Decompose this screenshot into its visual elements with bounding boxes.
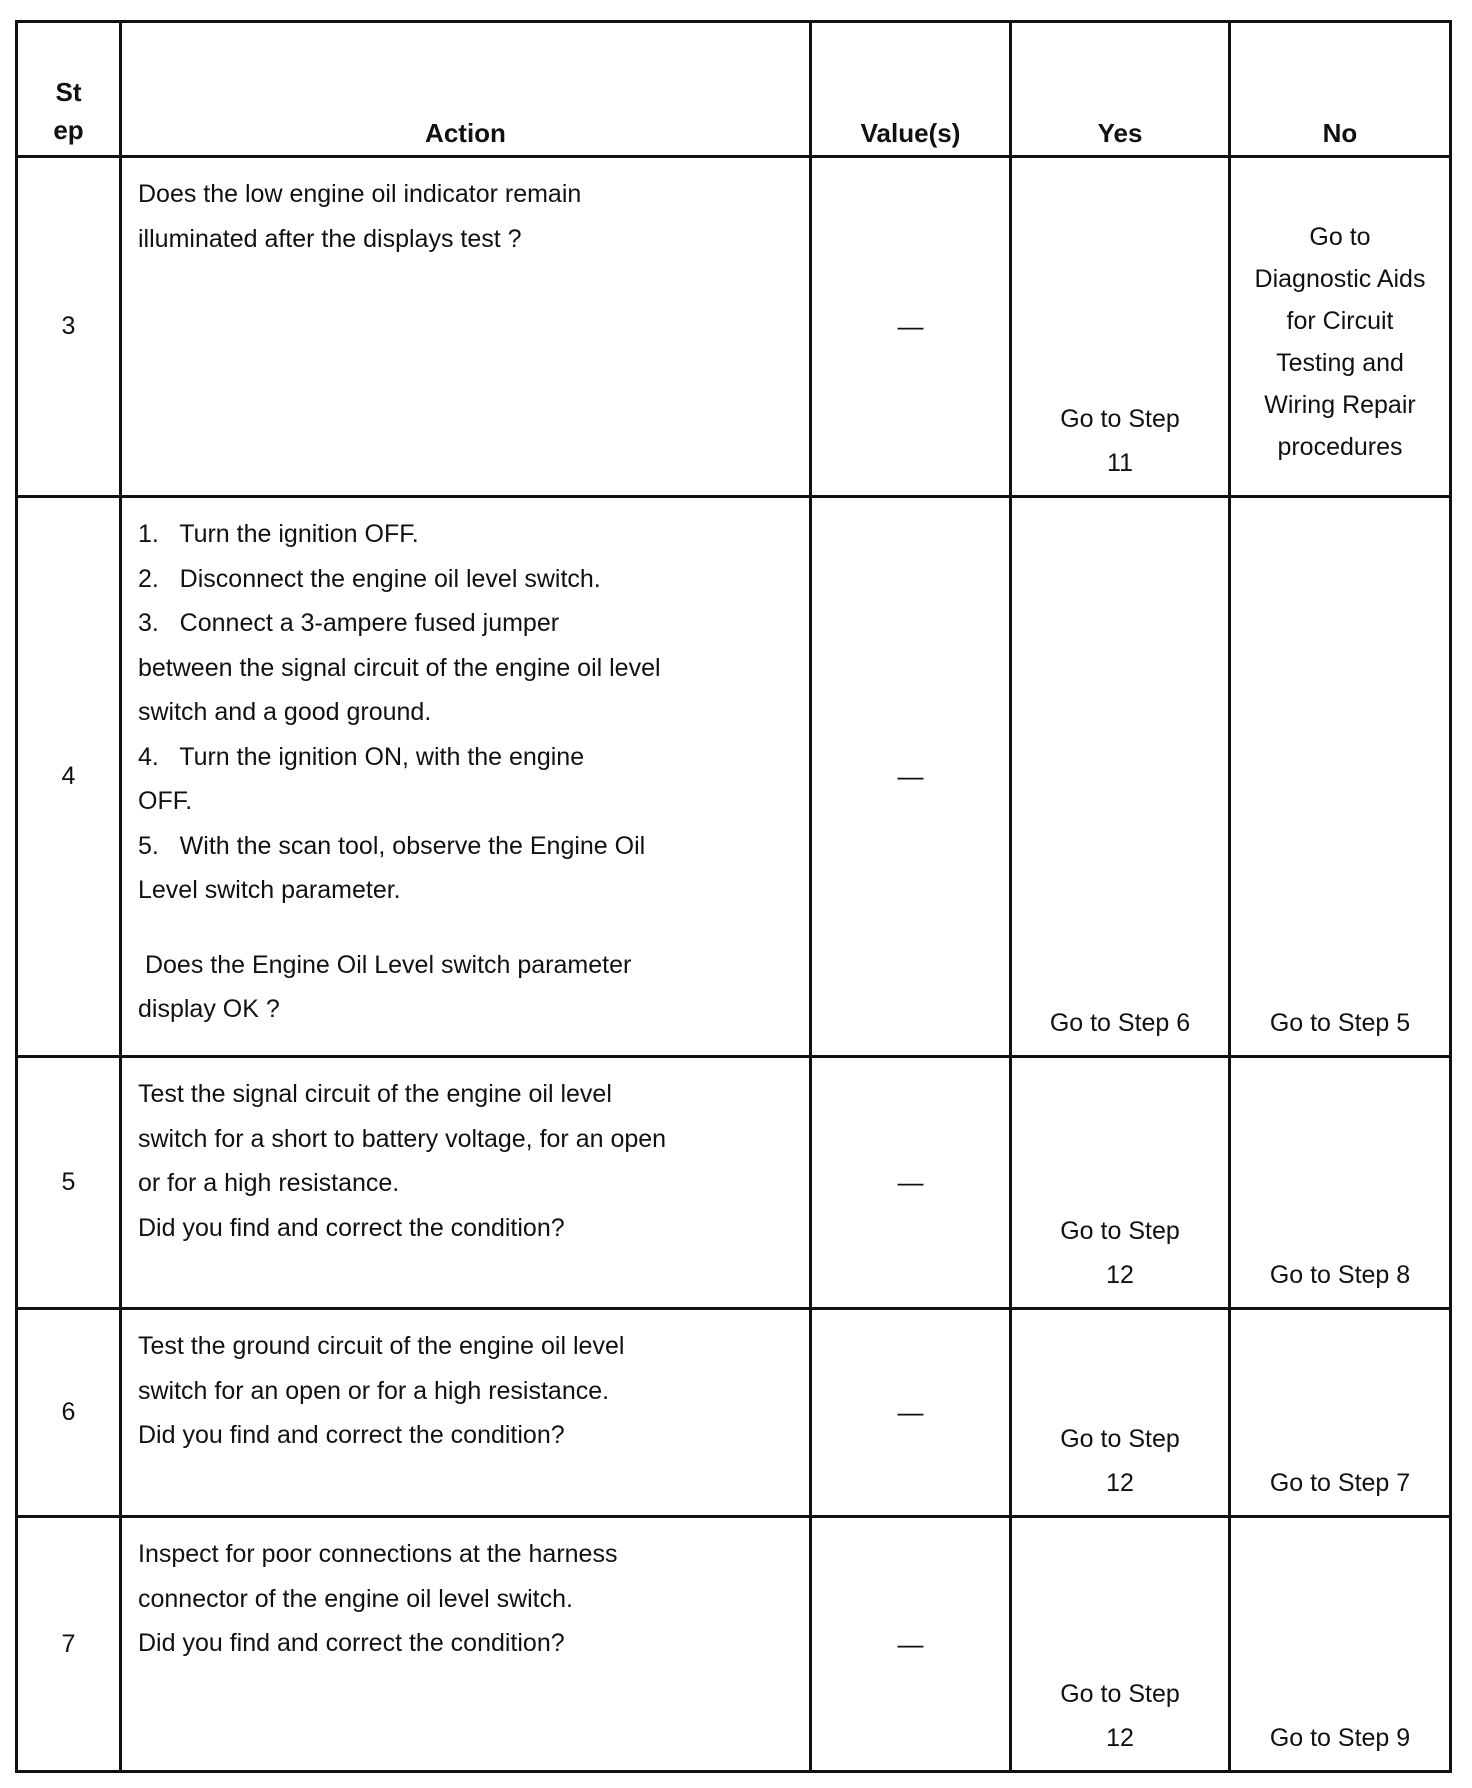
action-cell [121, 157, 811, 497]
yes-cell [1011, 157, 1230, 497]
yes-line: Go to Step [1060, 405, 1180, 433]
action-line: display OK ? [138, 995, 280, 1023]
diagnostic-table [15, 20, 1452, 1773]
action-line: 5. With the scan tool, observe the Engine Oil [138, 831, 646, 860]
no-cell [1230, 497, 1451, 1057]
yes-line: Go to Step 6 [1049, 1009, 1191, 1037]
no-line: Go to Step 7 [1269, 1469, 1411, 1497]
yes-line: Go to Step [1060, 1680, 1180, 1708]
action-line: between the signal circuit of the engine oil level [138, 653, 661, 682]
yes-line: 12 [1106, 1469, 1134, 1497]
action-cell [121, 1057, 811, 1309]
table-row [17, 157, 1451, 497]
no-line: procedures [1277, 432, 1403, 461]
action-line: Does the low engine oil indicator remain [138, 180, 582, 208]
action-line: Did you find and correct the condition? [138, 1629, 565, 1657]
no-line: for Circuit [1286, 306, 1394, 335]
table-row [17, 1057, 1451, 1309]
no-cell [1230, 1309, 1451, 1517]
yes-line: 12 [1106, 1724, 1134, 1752]
value-cell: — [811, 157, 1011, 497]
header-no: No [1230, 22, 1451, 157]
action-line [138, 913, 791, 943]
no-line: Go to Step 9 [1269, 1724, 1411, 1752]
action-line: Does the Engine Oil Level switch parameter [138, 950, 632, 979]
action-line: switch and a good ground. [138, 698, 432, 726]
yes-cell [1011, 1517, 1230, 1772]
yes-line: 12 [1106, 1261, 1134, 1289]
action-line: switch for an open or for a high resistance. [138, 1376, 610, 1405]
action-line: 1. Turn the ignition OFF. [138, 520, 419, 548]
no-cell [1230, 157, 1451, 497]
value-cell: — [811, 1057, 1011, 1309]
no-line: Testing and [1276, 348, 1404, 377]
action-line: 4. Turn the ignition ON, with the engine [138, 742, 585, 771]
action-line: Test the signal circuit of the engine oil level [138, 1080, 612, 1108]
no-line: Wiring Repair [1264, 390, 1416, 419]
header-values: Value(s) [811, 22, 1011, 157]
value-cell: — [811, 1517, 1011, 1772]
action-line: Did you find and correct the condition? [138, 1421, 565, 1449]
action-line: 3. Connect a 3-ampere fused jumper [138, 609, 560, 637]
table-row [17, 1517, 1451, 1772]
step-number: 5 [17, 1057, 121, 1309]
action-line: Test the ground circuit of the engine oil level [138, 1332, 625, 1360]
header-row [17, 22, 1451, 157]
action-line: Inspect for poor connections at the harness [138, 1540, 618, 1568]
header-step: St ep [17, 22, 121, 157]
no-line: Go to [1309, 222, 1371, 251]
action-line: 2. Disconnect the engine oil level switch. [138, 564, 601, 593]
yes-cell [1011, 1057, 1230, 1309]
no-cell [1230, 1057, 1451, 1309]
action-cell [121, 1309, 811, 1517]
action-line: Level switch parameter. [138, 876, 401, 904]
no-line: Go to Step 5 [1269, 1009, 1411, 1037]
action-line: switch for a short to battery voltage, for an open [138, 1124, 667, 1153]
action-line: or for a high resistance. [138, 1169, 400, 1197]
table-row [17, 497, 1451, 1057]
no-line: Go to Step 8 [1269, 1261, 1411, 1289]
no-line: Diagnostic Aids [1254, 264, 1426, 293]
header-action: Action [121, 22, 811, 157]
action-cell [121, 1517, 811, 1772]
value-cell: — [811, 497, 1011, 1057]
step-number: 6 [17, 1309, 121, 1517]
yes-line: 11 [1107, 449, 1133, 477]
action-line: illuminated after the displays test ? [138, 224, 522, 253]
yes-line: Go to Step [1060, 1425, 1180, 1453]
no-cell [1230, 1517, 1451, 1772]
value-cell: — [811, 1309, 1011, 1517]
yes-cell [1011, 1309, 1230, 1517]
step-number: 7 [17, 1517, 121, 1772]
yes-cell [1011, 497, 1230, 1057]
yes-line: Go to Step [1060, 1217, 1180, 1245]
action-line: connector of the engine oil level switch. [138, 1584, 573, 1613]
table-row [17, 1309, 1451, 1517]
action-line: Did you find and correct the condition? [138, 1213, 565, 1242]
action-line: OFF. [138, 787, 193, 815]
header-yes: Yes [1011, 22, 1230, 157]
step-number: 3 [17, 157, 121, 497]
action-cell [121, 497, 811, 1057]
step-number: 4 [17, 497, 121, 1057]
